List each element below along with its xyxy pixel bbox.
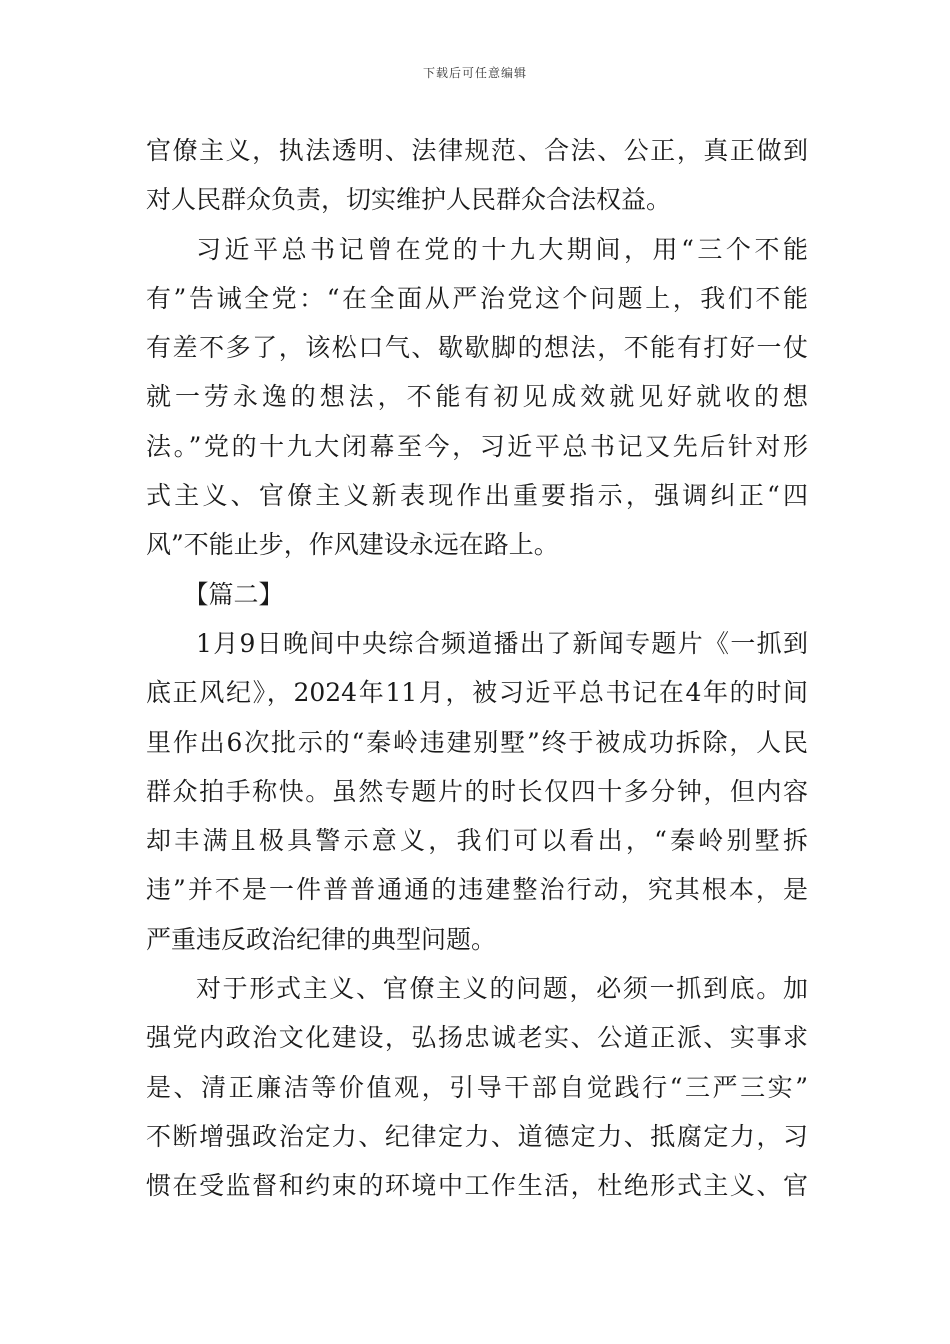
body-line: 有”告诫全党：“在全面从严治党这个问题上，我们不能 — [146, 283, 808, 313]
body-line: 就一劳永逸的想法，不能有初见成效就见好就收的想 — [146, 382, 808, 412]
body-line: 式主义、官僚主义新表现作出重要指示，强调纠正“四 — [146, 481, 808, 511]
section-heading: 【篇二】 — [183, 579, 284, 609]
body-line: 群众拍手称快。虽然专题片的时长仅四十多分钟，但内容 — [146, 776, 808, 806]
body-line: 1月9日晚间中央综合频道播出了新闻专题片《一抓到 — [196, 628, 808, 658]
body-line: 对于形式主义、官僚主义的问题，必须一抓到底。加 — [196, 974, 808, 1004]
body-line: 官僚主义，执法透明、法律规范、合法、公正，真正做到 — [146, 136, 808, 165]
body-line: 习近平总书记曾在党的十九大期间，用“三个不能 — [196, 234, 808, 264]
body-line: 里作出6次批示的“秦岭违建别墅”终于被成功拆除，人民 — [146, 727, 808, 757]
body-line: 对人民群众负责，切实维护人民群众合法权益。 — [146, 185, 672, 215]
body-line: 有差不多了，该松口气、歇歇脚的想法，不能有打好一仗 — [146, 333, 808, 363]
body-line: 不断增强政治定力、纪律定力、道德定力、抵腐定力，习 — [146, 1121, 808, 1151]
body-line: 是、清正廉洁等价值观，引导干部自觉践行“三严三实” — [146, 1072, 808, 1102]
body-line: 惯在受监督和约束的环境中工作生活，杜绝形式主义、官 — [146, 1171, 808, 1201]
body-line: 强党内政治文化建设，弘扬忠诚老实、公道正派、实事求 — [146, 1023, 808, 1053]
body-line: 却丰满且极具警示意义，我们可以看出，“秦岭别墅拆 — [146, 826, 808, 856]
body-line: 风”不能止步，作风建设永远在路上。 — [146, 530, 559, 560]
body-line: 法。”党的十九大闭幕至今，习近平总书记又先后针对形 — [146, 431, 808, 461]
body-line: 底正风纪》，2024年11月，被习近平总书记在4年的时间 — [146, 678, 808, 708]
body-line: 违”并不是一件普普通通的违建整治行动，究其根本，是 — [146, 875, 808, 905]
body-line: 严重违反政治纪律的典型问题。 — [146, 924, 497, 954]
page-header-note: 下载后可任意编辑 — [422, 66, 527, 80]
document-body — [146, 126, 808, 1211]
